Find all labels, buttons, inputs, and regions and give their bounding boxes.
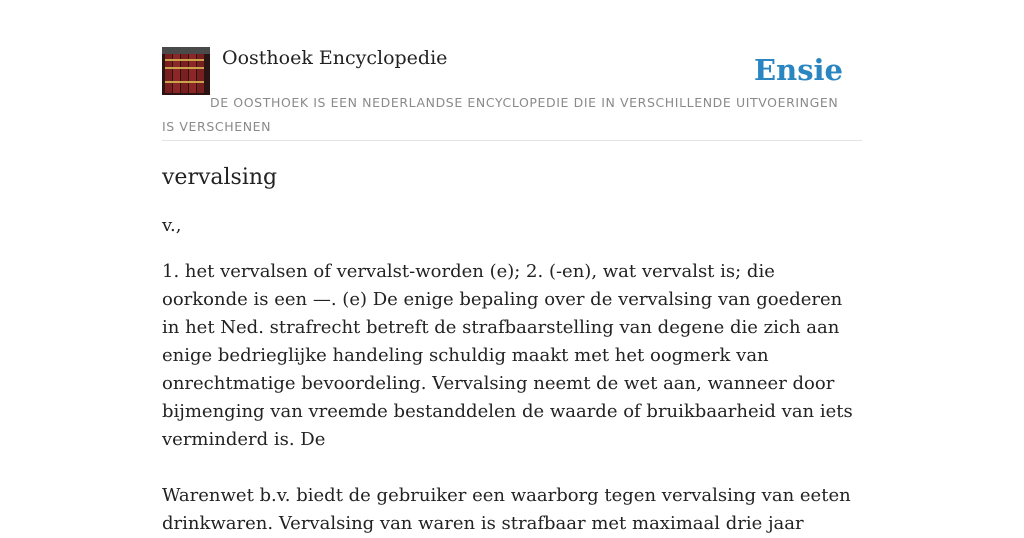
encyclopedia-books-icon[interactable] [162,47,210,95]
ensie-brand-link[interactable]: Ensie [754,53,843,87]
site-tagline: DE OOSTHOEK IS EEN NEDERLANDSE ENCYCLOPEDIE DIE IN VERSCHILLENDE UITVOERINGEN IS VERSCHENEN [162,95,839,134]
site-header [162,46,862,141]
entry-content [162,160,862,538]
entry-title: vervalsing [162,165,278,190]
entry-gender: v., [162,215,182,236]
entry-definition: 1. het vervalsen of vervalst-worden (e); 2. (-en), wat vervalst is; die oorkonde is een —. (e) De enige bepaling over de vervalsing van goederen in het Ned. strafrecht betreft de strafbaarstelling van degene die zich aan enige bedrieglijke handeling schuldig maakt met het oogmerk van onrechtmatige bevoordeling. Vervalsing neemt de wet aan, wanneer door bijmenging van vreemde bestanddelen de waarde of bruikbaarheid van iets verminderd is. De Warenwet b.v. biedt de gebruiker een waarborg tegen vervalsing van eeten drinkwaren. Vervalsing van waren is strafbaar met maximaal drie jaar [162,261,853,534]
site-name[interactable]: Oosthoek Encyclopedie [222,47,448,69]
